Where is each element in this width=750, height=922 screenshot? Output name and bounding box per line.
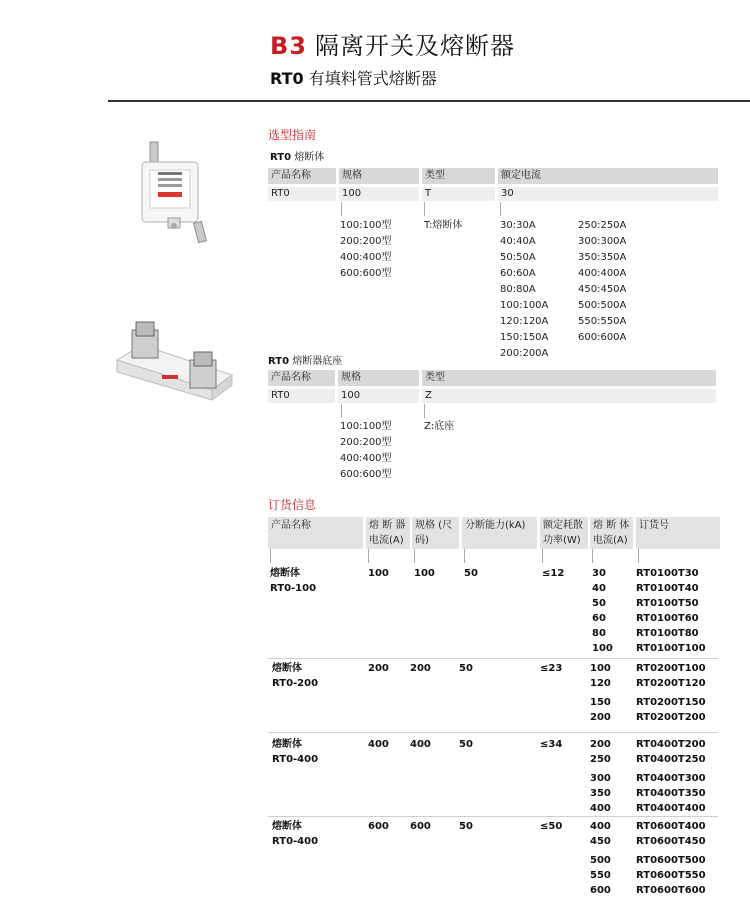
- list-item: RT0600T550: [636, 870, 706, 881]
- list-item: 400:400型: [340, 252, 392, 263]
- list-item: RT0400T350: [636, 788, 706, 799]
- fuse-header-spec: 规格: [339, 168, 419, 184]
- list-item: RT0200T150: [636, 697, 706, 708]
- order-numbers: [636, 661, 706, 725]
- series-code: RT0: [270, 69, 304, 88]
- base-type-list: [424, 419, 454, 435]
- list-item: 200:200型: [340, 437, 392, 448]
- fuse-value-type: T: [422, 187, 495, 201]
- list-item: 600:600型: [340, 268, 392, 279]
- list-item: 40:40A: [500, 236, 536, 247]
- order-rated-current: 100: [368, 568, 389, 579]
- connector-line: [464, 549, 465, 563]
- order-fuse-currents: [590, 737, 611, 816]
- product-model: RT0-400: [272, 754, 319, 765]
- list-item: RT0200T200: [636, 712, 706, 723]
- fuse-header-product: 产品名称: [268, 168, 336, 184]
- order-breaking-capacity: 50: [459, 821, 473, 832]
- list-item: 400:400A: [578, 268, 627, 279]
- connector-line: [341, 202, 342, 216]
- list-item: 550:550A: [578, 316, 627, 327]
- list-item: 600: [590, 885, 611, 896]
- list-item: 30: [592, 568, 606, 579]
- list-item: 30:30A: [500, 220, 536, 231]
- list-item: 80:80A: [500, 284, 536, 295]
- base-value-type: Z: [422, 389, 716, 403]
- selection-heading: 选型指南: [268, 128, 317, 142]
- connector-line: [592, 549, 593, 563]
- connector-line: [341, 404, 342, 418]
- order-fuse-currents: [590, 819, 611, 898]
- fuse-header-type: 类型: [422, 168, 495, 184]
- list-item: T:熔断体: [424, 220, 463, 231]
- list-item: 100: [590, 663, 611, 674]
- list-item: Z:底座: [424, 421, 455, 432]
- fuse-value-spec: 100: [339, 187, 419, 201]
- base-value-product: RT0: [268, 389, 335, 403]
- order-spec: 600: [410, 821, 431, 832]
- order-header-breaking: 分断能力(kA): [462, 517, 537, 549]
- subtitle-text: 有填料管式熔断器: [308, 69, 437, 88]
- order-rated-current: 600: [368, 821, 389, 832]
- base-spec-list: [340, 419, 392, 483]
- product-model: RT0-200: [272, 678, 319, 689]
- order-numbers: [636, 566, 706, 656]
- list-item: 200: [590, 739, 611, 750]
- group-divider: [268, 658, 718, 659]
- order-header-spec: 规格 (尺码): [412, 517, 459, 549]
- base-label-name: 熔断器底座: [292, 356, 343, 367]
- list-item: 550: [590, 870, 611, 881]
- list-item: 200:200A: [500, 348, 549, 359]
- order-header-power: 额定耗散 功率(W): [540, 517, 588, 549]
- order-breaking-capacity: 50: [459, 739, 473, 750]
- ordering-heading: 订货信息: [268, 498, 317, 512]
- order-power: ≤50: [540, 821, 563, 832]
- list-item: 60:60A: [500, 268, 536, 279]
- order-power: ≤34: [540, 739, 563, 750]
- order-spec: 200: [410, 663, 431, 674]
- list-item: 100:100型: [340, 421, 392, 432]
- list-item: 100:100A: [500, 300, 549, 311]
- list-item: 40: [592, 583, 606, 594]
- connector-line: [424, 404, 425, 418]
- order-header-order-no: 订货号: [636, 517, 720, 549]
- order-group-product: [272, 737, 318, 767]
- fuse-label: [270, 148, 324, 163]
- list-item: 350: [590, 788, 611, 799]
- order-rated-current: 200: [368, 663, 389, 674]
- order-fuse-currents: [590, 661, 611, 725]
- list-item: 200: [590, 712, 611, 723]
- list-item: 200:200型: [340, 236, 392, 247]
- list-item: 300: [590, 773, 611, 784]
- product-name: 熔断体: [270, 568, 300, 579]
- list-item: RT0200T120: [636, 678, 706, 689]
- order-group-product: [272, 661, 318, 691]
- list-item: RT0600T400: [636, 821, 706, 832]
- fuse-spec-list: [340, 218, 392, 282]
- connector-line: [542, 549, 543, 563]
- fuse-type-list: [424, 218, 462, 234]
- list-item: 400:400型: [340, 453, 392, 464]
- list-item: 450: [590, 836, 611, 847]
- order-breaking-capacity: 50: [464, 568, 478, 579]
- list-item: RT0100T100: [636, 643, 706, 654]
- list-item: RT0400T400: [636, 803, 706, 814]
- list-item: 50:50A: [500, 252, 536, 263]
- list-item: 250: [590, 754, 611, 765]
- list-item: 400: [590, 821, 611, 832]
- page-title: [270, 26, 515, 61]
- header-divider: [108, 100, 750, 102]
- list-item: RT0400T300: [636, 773, 706, 784]
- product-model: RT0-400: [272, 836, 319, 847]
- fuse-value-current: 30: [498, 187, 718, 201]
- base-value-spec: 100: [338, 389, 419, 403]
- list-item: 400: [590, 803, 611, 814]
- connector-line: [414, 549, 415, 563]
- list-item: 250:250A: [578, 220, 627, 231]
- list-item: RT0600T450: [636, 836, 706, 847]
- list-item: 500:500A: [578, 300, 627, 311]
- list-item: 600:600型: [340, 469, 392, 480]
- product-name: 熔断体: [272, 821, 302, 832]
- connector-line: [368, 549, 369, 563]
- order-power: ≤12: [542, 568, 565, 579]
- order-group-product: [272, 819, 318, 849]
- fuse-label-name: 熔断体: [294, 152, 325, 163]
- connector-line: [424, 202, 425, 216]
- order-spec: 100: [414, 568, 435, 579]
- list-item: 120:120A: [500, 316, 549, 327]
- base-header-spec: 规格: [338, 370, 419, 386]
- list-item: 450:450A: [578, 284, 627, 295]
- list-item: RT0100T40: [636, 583, 699, 594]
- list-item: 150: [590, 697, 611, 708]
- base-header-type: 类型: [422, 370, 716, 386]
- base-header-product: 产品名称: [268, 370, 335, 386]
- list-item: RT0600T600: [636, 885, 706, 896]
- list-item: RT0600T500: [636, 855, 706, 866]
- group-divider: [268, 816, 718, 817]
- page-subtitle: [270, 66, 437, 89]
- order-power: ≤23: [540, 663, 563, 674]
- fuse-base-image: [112, 320, 237, 415]
- group-divider: [268, 732, 718, 733]
- section-code: B3: [270, 32, 307, 60]
- list-item: 120: [590, 678, 611, 689]
- list-item: RT0100T80: [636, 628, 699, 639]
- list-item: RT0200T100: [636, 663, 706, 674]
- list-item: 50: [592, 598, 606, 609]
- base-label-code: RT0: [268, 356, 290, 367]
- order-header-rated: 熔 断 器 电流(A): [366, 517, 410, 549]
- product-name: 熔断体: [272, 739, 302, 750]
- list-item: 300:300A: [578, 236, 627, 247]
- order-header-current: 熔 断 体 电流(A): [590, 517, 633, 549]
- fuse-label-code: RT0: [270, 152, 292, 163]
- list-item: RT0400T250: [636, 754, 706, 765]
- connector-line: [500, 202, 501, 216]
- order-header-product: 产品名称: [268, 517, 363, 549]
- title-text: 隔离开关及熔断器: [315, 32, 515, 60]
- fuse-header-current: 额定电流: [498, 168, 718, 184]
- connector-line: [270, 549, 271, 563]
- order-numbers: [636, 819, 706, 898]
- order-numbers: [636, 737, 706, 816]
- fuse-product-image: [128, 140, 223, 245]
- list-item: 100:100型: [340, 220, 392, 231]
- connector-line: [638, 549, 639, 563]
- list-item: 500: [590, 855, 611, 866]
- list-item: RT0100T50: [636, 598, 699, 609]
- list-item: RT0400T200: [636, 739, 706, 750]
- list-item: 80: [592, 628, 606, 639]
- order-fuse-currents: [592, 566, 613, 656]
- product-name: 熔断体: [272, 663, 302, 674]
- fuse-current-list-1: [500, 218, 548, 362]
- list-item: 600:600A: [578, 332, 627, 343]
- order-breaking-capacity: 50: [459, 663, 473, 674]
- list-item: RT0100T60: [636, 613, 699, 624]
- fuse-current-list-2: [578, 218, 626, 346]
- list-item: 150:150A: [500, 332, 549, 343]
- order-rated-current: 400: [368, 739, 389, 750]
- list-item: 350:350A: [578, 252, 627, 263]
- list-item: RT0100T30: [636, 568, 699, 579]
- list-item: 100: [592, 643, 613, 654]
- order-group-product: [270, 566, 316, 596]
- order-spec: 400: [410, 739, 431, 750]
- fuse-value-product: RT0: [268, 187, 336, 201]
- list-item: 60: [592, 613, 606, 624]
- base-label: [268, 352, 342, 367]
- product-model: RT0-100: [270, 583, 317, 594]
